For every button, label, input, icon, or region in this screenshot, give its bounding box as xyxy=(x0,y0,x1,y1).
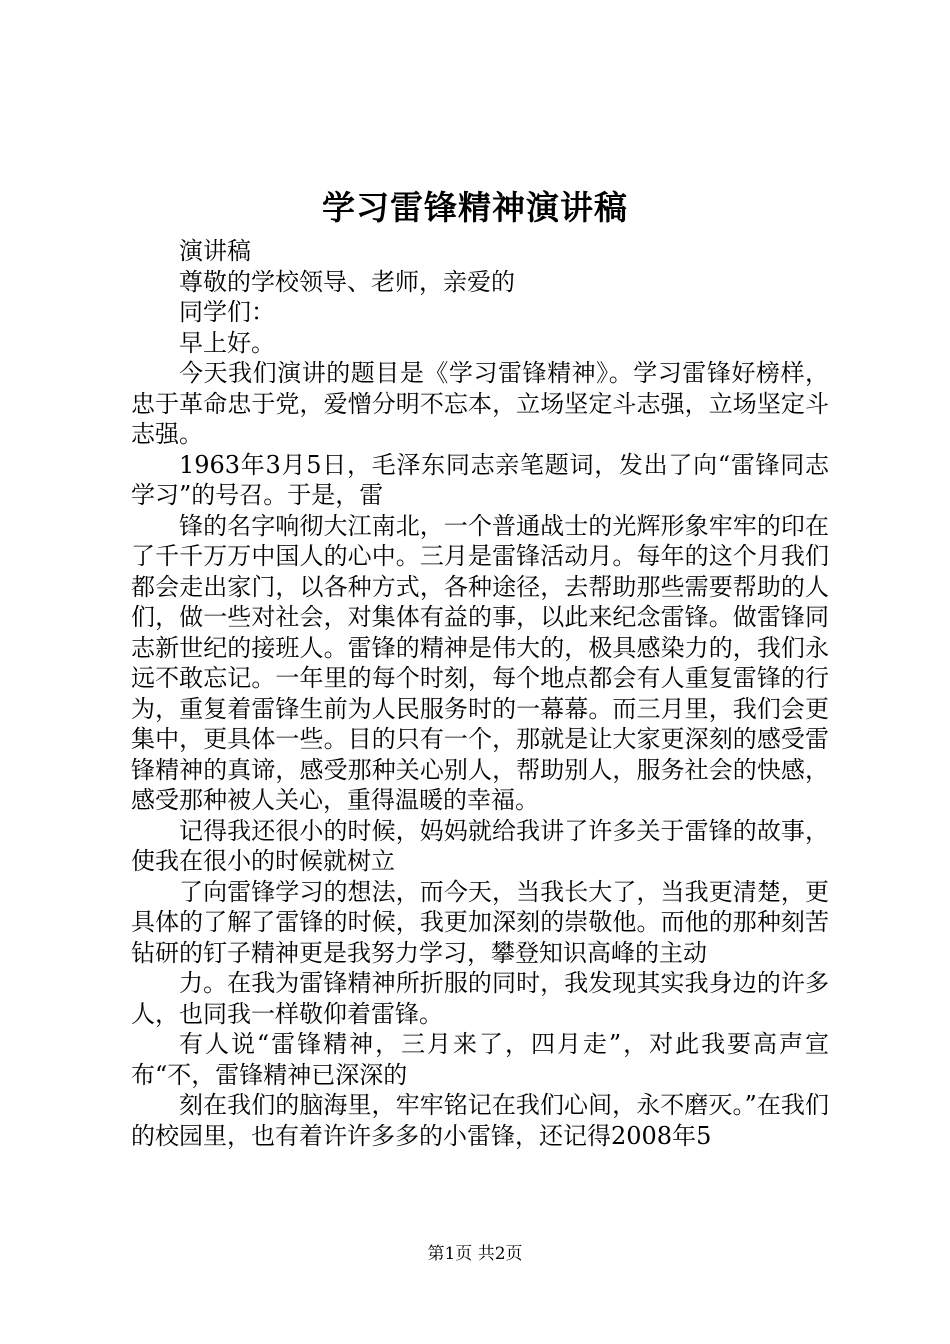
paragraph: 今天我们演讲的题目是《学习雷锋精神》。学习雷锋好榜样，忠于革命忠于党，爱憎分明不忘本，立场坚定斗志强，立场坚定斗志强。 xyxy=(131,359,829,448)
paragraph: 尊敬的学校领导、老师，亲爱的 xyxy=(179,267,515,296)
paragraph: 同学们： xyxy=(179,298,275,326)
document-title: 学习雷锋精神演讲稿 xyxy=(322,188,628,227)
paragraph: 了向雷锋学习的想法，而今天，当我长大了，当我更清楚，更具体的了解了雷锋的时候，我更加深刻的崇敬他。而他的那种刻苦钻研的钉子精神更是我努力学习，攀登知识高峰的主动 xyxy=(131,877,829,967)
paragraph: 演讲稿 xyxy=(179,237,251,265)
paragraph: 早上好。 xyxy=(179,328,275,357)
paragraph: 记得我还很小的时候，妈妈就给我讲了许多关于雷锋的故事，使我在很小的时候就树立 xyxy=(131,816,829,875)
paragraph: 力。在我为雷锋精神所折服的同时，我发现其实我身边的许多人，也同我一样敬仰着雷锋。 xyxy=(131,969,829,1028)
paragraph: 锋的名字响彻大江南北，一个普通战士的光辉形象牢牢的印在了千千万万中国人的心中。三月是雷锋活动月。每年的这个月我们都会走出家门，以各种方式，各种途径，去帮助那些需要帮助的人们，做一些对社会，对集体有益的事，以此来纪念雷锋。做雷锋同志新世纪的接班人。雷锋的精神是伟大的，极具感染力的，我们永远不敢忘记。一年里的每个时刻，每个地点都会有人重复雷锋的行为，重复着雷锋生前为人民服务时的一幕幕。而三月里，我们会更集中，更具体一些。目的只有一个，那就是让大家更深刻的感受雷锋精神的真谛，感受那种关心别人，帮助别人，服务社会的快感，感受那种被人关心，重得温暖的幸福。 xyxy=(131,511,829,814)
document-body xyxy=(131,236,829,1151)
paragraph: 1963年3月5日，毛泽东同志亲笔题词，发出了向“雷锋同志学习”的号召。于是，雷 xyxy=(131,450,829,509)
paragraph: 刻在我们的脑海里，牢牢铭记在我们心间，永不磨灭。”在我们的校园里，也有着许许多多的小雷锋，还记得2008年5 xyxy=(131,1091,829,1150)
page-number-footer: 第1页 共2页 xyxy=(427,1244,523,1264)
paragraph: 有人说“雷锋精神，三月来了，四月走”，对此我要高声宣布“不，雷锋精神已深深的 xyxy=(131,1030,829,1089)
